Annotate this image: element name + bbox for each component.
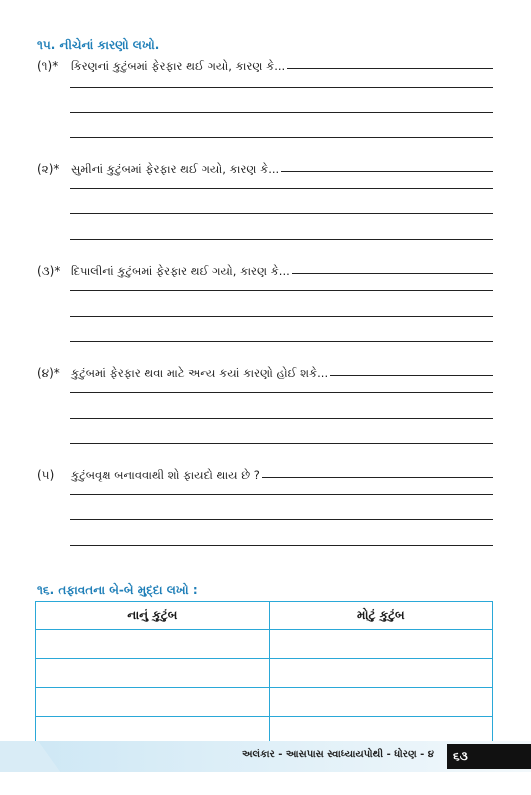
comparison-table xyxy=(35,601,493,746)
footer-text: અલંકાર - આસપાસ સ્વાધ્યાયપોથી - ધોરણ - ૪ xyxy=(241,749,434,760)
table-cell[interactable] xyxy=(269,659,492,688)
answer-line[interactable] xyxy=(70,213,493,214)
answer-line[interactable] xyxy=(262,477,493,478)
answer-line[interactable] xyxy=(70,87,493,88)
table-cell[interactable] xyxy=(36,688,270,717)
question-5 xyxy=(37,465,493,483)
answer-line[interactable] xyxy=(287,68,493,69)
question-number: (૪)* xyxy=(37,366,60,380)
answer-line[interactable] xyxy=(70,316,493,317)
table-cell[interactable] xyxy=(269,630,492,659)
table-cell[interactable] xyxy=(36,630,270,659)
answer-line[interactable] xyxy=(70,443,493,444)
answer-line[interactable] xyxy=(70,494,493,495)
table-row xyxy=(36,630,493,659)
answer-line[interactable] xyxy=(330,375,493,376)
answer-line[interactable] xyxy=(70,545,493,546)
question-4 xyxy=(37,363,493,381)
answer-line[interactable] xyxy=(281,171,493,172)
answer-line[interactable] xyxy=(70,290,493,291)
question-1 xyxy=(37,56,493,74)
answer-line[interactable] xyxy=(70,418,493,419)
table-row xyxy=(36,688,493,717)
answer-line[interactable] xyxy=(70,519,493,520)
question-text: કુટુંબવૃક્ષ બનાવવાથી શો ફાયદો થાય છે ? xyxy=(71,468,260,482)
table-cell[interactable] xyxy=(269,688,492,717)
answer-line[interactable] xyxy=(70,239,493,240)
question-text: કુટુંબમાં ફેરફાર થવા માટે અન્ય કયાં કારણો હોઈ શકે... xyxy=(71,366,329,380)
question-text: કિરણનાં કુટુંબમાં ફેરફાર થઈ ગયો, કારણ કે... xyxy=(71,59,286,73)
answer-line[interactable] xyxy=(70,341,493,342)
question-text: દિપાલીનાં કુટુંબમાં ફેરફાર થઈ ગયો, કારણ કે... xyxy=(71,264,290,278)
question-number: (૫) xyxy=(37,468,55,482)
column-header-large-family: મોટું કુટુંબ xyxy=(269,602,492,630)
answer-line[interactable] xyxy=(70,188,493,189)
question-text: સુમીનાં કુટુંબમાં ફેરફાર થઈ ગયો, કારણ કે... xyxy=(71,162,280,176)
page-number: ૬૩ xyxy=(447,744,531,769)
answer-line[interactable] xyxy=(70,137,493,138)
table-cell[interactable] xyxy=(36,659,270,688)
column-header-small-family: નાનું કુટુંબ xyxy=(36,602,270,630)
question-3 xyxy=(37,261,493,279)
answer-line[interactable] xyxy=(292,273,493,274)
answer-line[interactable] xyxy=(70,392,493,393)
section-15-heading: ૧૫. નીચેનાં કારણો લખો. xyxy=(37,38,160,52)
table-row xyxy=(36,659,493,688)
question-2 xyxy=(37,159,493,177)
question-number: (૧)* xyxy=(37,59,59,73)
question-number: (૨)* xyxy=(37,162,60,176)
section-16-heading: ૧૬. તફાવતના બે-બે મુદ્દા લખો : xyxy=(37,583,198,597)
answer-line[interactable] xyxy=(70,112,493,113)
question-number: (૩)* xyxy=(37,264,61,278)
